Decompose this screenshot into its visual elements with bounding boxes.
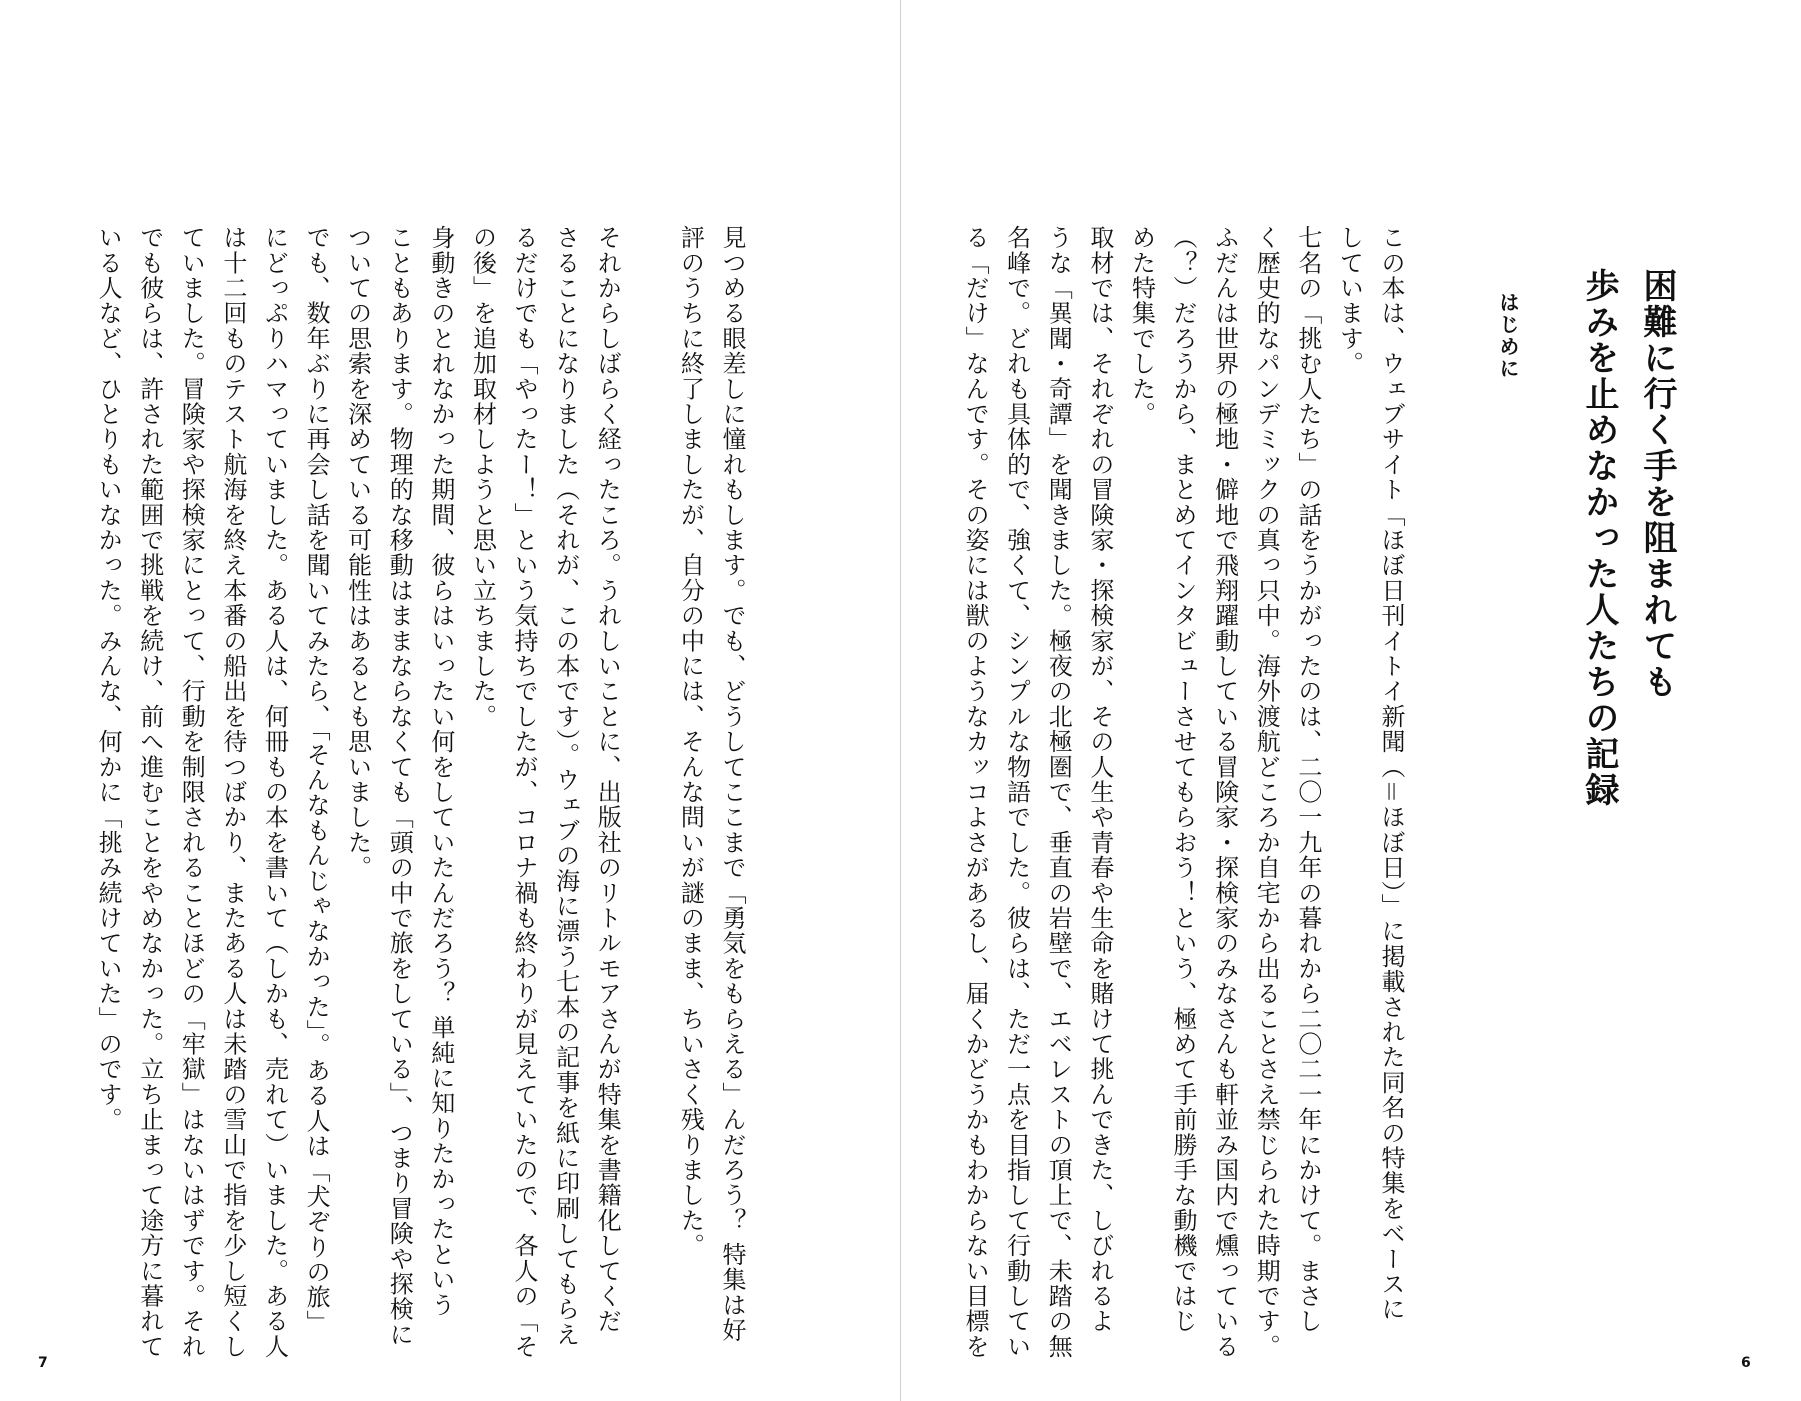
text-column: しています。	[1335, 225, 1364, 377]
text-column: それからしばらく経ったころ。うれしいことに、出版社のリトルモアさんが特集を書籍化してくだ	[593, 225, 622, 1334]
text-column: でも彼らは、許された範囲で挑戦を続け、前へ進むことをやめなかった。立ち止まって途方に暮れて	[135, 225, 164, 1359]
text-column: ていました。冒険家や探検家にとって、行動を制限されることほどの「牢獄」はないはずです。それ	[177, 225, 206, 1359]
text-column: 七名の「挑む人たち」の話をうかがったのは、二〇一九年の暮れから二〇二一年にかけて。まさし	[1293, 225, 1322, 1334]
title-line-1: 困難に行く手を阻まれても	[1637, 268, 1677, 700]
text-column: この本は、ウェブサイト「ほぼ日刊イトイ新聞（＝ほぼ日）」に掲載された同名の特集をベースに	[1377, 225, 1405, 1322]
text-column: 名峰で。どれも具体的で、強くて、シンプルな物語でした。彼らは、ただ一点を目指して行動してい	[1002, 225, 1031, 1359]
text-column: 身動きのとれなかった期間、彼らはいったい何をしていたんだろう？ 単純に知りたかったという	[426, 225, 455, 1318]
text-column: 取材では、それぞれの冒険家・探検家が、その人生や青春や生命を賭けて挑んできた、しびれるよ	[1085, 225, 1114, 1334]
text-column: は十二回ものテスト航海を終え本番の船出を待つばかり、またある人は未踏の雪山で指を少し短くし	[218, 225, 247, 1359]
section-label: はじめに	[1496, 292, 1520, 380]
text-column: 見つめる眼差しに憧れもします。でも、どうしてここまで「勇気をもらえる」んだろう？ 特集は好	[718, 225, 746, 1343]
title-line-2: 歩みを止めなかった人たちの記録	[1579, 268, 1619, 808]
text-column: （？）だろうから、まとめてインタビューさせてもらおう！という、極めて手前勝手な動機ではじ	[1169, 225, 1198, 1334]
text-column: でも、数年ぶりに再会し話を聞いてみたら、「そんなもんじゃなかった」。ある人は「犬ぞりの旅」	[302, 225, 331, 1335]
text-column: めた特集でした。	[1127, 225, 1156, 427]
chapter-title	[1570, 268, 1686, 808]
page-number: 6	[1741, 1355, 1751, 1371]
text-column: うな「異聞・奇譚」を聞きました。極夜の北極圏で、垂直の岩壁で、エベレストの頂上で、未踏の無	[1044, 225, 1073, 1359]
body-text	[87, 225, 753, 1359]
text-column: るだけでも「やったー！」という気持ちでしたが、コロナ禍も終わりが見えていたので、各人の「そ	[510, 225, 539, 1359]
text-column: く歴史的なパンデミックの真っ只中。海外渡航どころか自宅から出ることさえ禁じられた時期です。	[1252, 225, 1281, 1359]
text-column: ついての思索を深めている可能性はあるとも思いました。	[343, 225, 372, 881]
page-right	[901, 0, 1801, 1401]
text-column: の後」を追加取材しようと思い立ちました。	[468, 225, 497, 729]
text-column: こともあります。物理的な移動はままならなくても「頭の中で旅をしている」、つまり冒険や探検に	[385, 225, 414, 1347]
body-text	[953, 225, 1411, 1359]
page-left	[0, 0, 900, 1401]
text-column: ふだんは世界の極地・僻地で飛翔躍動している冒険家・探検家のみなさんも軒並み国内で燻っている	[1210, 225, 1239, 1359]
text-column: いる人など、ひとりもいなかった。みんな、何かに「挑み続けていた」のです。	[94, 225, 123, 1133]
page-number: 7	[38, 1355, 48, 1371]
gutter-divider	[900, 0, 901, 1401]
text-column: にどっぷりハマっていました。ある人は、何冊もの本を書いて（しかも、売れて）いました。ある人	[260, 225, 289, 1359]
text-column: る「だけ」なんです。その姿には獣のようなカッコよさがあるし、届くかどうかもわからない目標を	[961, 225, 990, 1359]
text-column: 評のうちに終了しましたが、自分の中には、そんな問いが謎のまま、ちいさく残りました。	[676, 225, 705, 1259]
text-column: さることになりました（それが、この本です）。ウェブの海に漂う七本の記事を紙に印刷してもらえ	[551, 225, 580, 1347]
